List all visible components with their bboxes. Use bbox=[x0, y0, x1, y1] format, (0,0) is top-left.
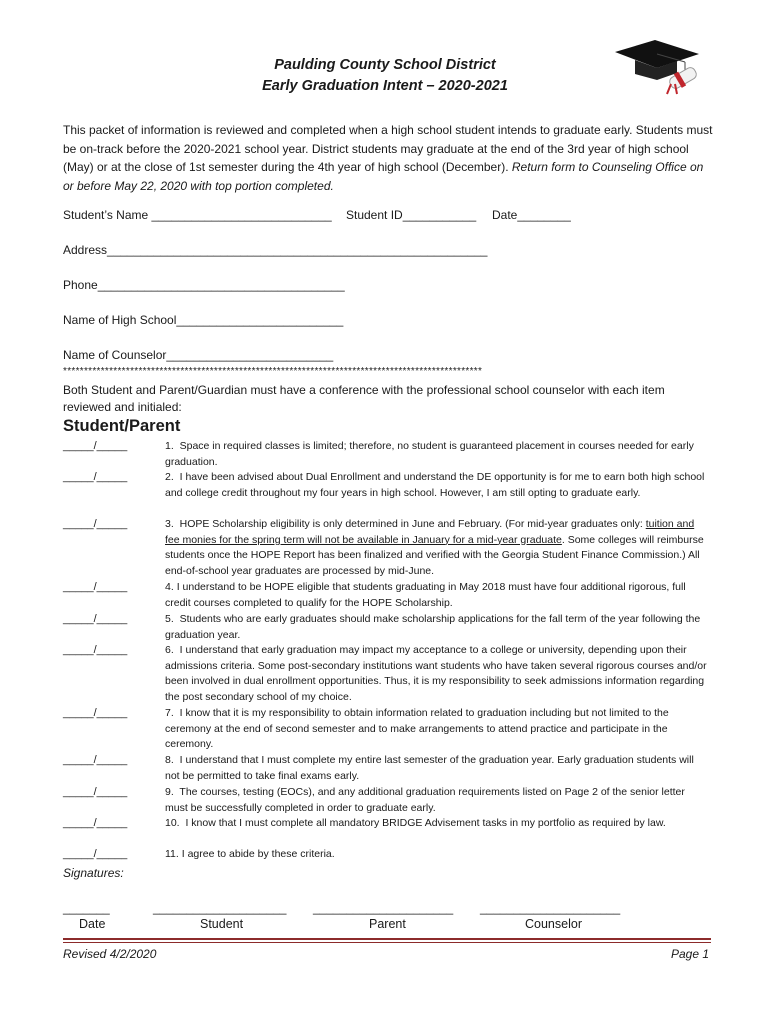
initial-blank[interactable]: _____/_____ bbox=[63, 440, 128, 452]
student-caption: Student bbox=[200, 917, 244, 931]
list-item bbox=[165, 612, 710, 643]
item-number: 5. bbox=[165, 613, 174, 625]
initial-blank[interactable]: _____/_____ bbox=[63, 518, 128, 530]
separator-line: **************************************************************************************************** bbox=[63, 366, 483, 377]
footer-rule-thin bbox=[63, 942, 711, 943]
intro-text: This packet of information is reviewed and completed when a high school student intends to graduate early. Students must be on-track before the 2020-2021 school year. District students may graduate at the end of the 3rd year of high school (May) or at the close of 1st semester during the 4th year of high school (December). bbox=[63, 123, 713, 174]
item-text: HOPE Scholarship eligibility is only determined in June and February. (For mid-year graduates only: bbox=[179, 518, 646, 530]
conference-instructions: Both Student and Parent/Guardian must have a conference with the professional school counselor with each item reviewed and initialed: bbox=[63, 383, 665, 414]
item-number: 11. bbox=[165, 848, 179, 860]
initial-blank[interactable]: _____/_____ bbox=[63, 644, 128, 656]
item-number: 8. bbox=[165, 754, 174, 766]
student-id-field[interactable]: Student ID___________ bbox=[346, 208, 477, 222]
item-text: I have been advised about Dual Enrollment and understand the DE opportunity is for me to earn both high school and college credit throughout my four years in high school. However, I am still opting to graduate early. bbox=[165, 471, 705, 499]
list-item bbox=[165, 580, 710, 611]
initial-blank[interactable]: _____/_____ bbox=[63, 754, 128, 766]
section-heading: Student/Parent bbox=[63, 417, 181, 435]
high-school-field[interactable]: Name of High School_________________________ bbox=[63, 313, 344, 327]
initial-blank[interactable]: _____/_____ bbox=[63, 581, 128, 593]
footer-rule bbox=[63, 938, 711, 940]
student-signature-line[interactable]: ____________________ bbox=[153, 901, 287, 915]
initial-blank[interactable]: _____/_____ bbox=[63, 786, 128, 798]
item-text: I understand to be HOPE eligible that students graduating in May 2018 must have four additional rigorous, full credit courses completed to qualify for the HOPE Scholarship. bbox=[165, 581, 686, 609]
list-item bbox=[165, 439, 710, 470]
initial-blank[interactable]: _____/_____ bbox=[63, 613, 128, 625]
intro-paragraph bbox=[63, 121, 713, 195]
address-field[interactable]: Address_________________________________________________________ bbox=[63, 243, 488, 257]
page-number: Page 1 bbox=[671, 947, 710, 961]
signatures-label: Signatures: bbox=[63, 866, 124, 880]
date-field[interactable]: Date________ bbox=[492, 208, 571, 222]
list-item bbox=[165, 785, 710, 816]
list-item bbox=[165, 816, 710, 832]
counselor-field[interactable]: Name of Counselor_________________________ bbox=[63, 348, 334, 362]
item-text-continued: . Some colleges will reimburse students once the HOPE Report has been finalized and verified with the Georgia Student Finance Commission.) All end-of-school year graduates are processed by mid-June. bbox=[165, 533, 704, 577]
form-title: Early Graduation Intent – 2020-2021 bbox=[262, 78, 508, 94]
list-item bbox=[165, 643, 710, 705]
item-number: 7. bbox=[165, 707, 174, 719]
item-number: 3. bbox=[165, 518, 174, 530]
list-item bbox=[165, 470, 710, 501]
item-text: I agree to abide by these criteria. bbox=[181, 848, 335, 860]
item-text: I understand that early graduation may impact my acceptance to a college or university, depending upon their admissions criteria. Some post-secondary institutions want students who have taken several rigorous courses and/or been involved in dual enrollment opportunities. Thus, it is my responsibility to seek admissions information regarding the post secondary school of my choice. bbox=[165, 644, 707, 703]
item-number: 10. bbox=[165, 817, 180, 829]
list-item bbox=[165, 517, 710, 579]
date-caption: Date bbox=[79, 917, 106, 931]
item-text: I understand that I must complete my entire last semester of the graduation year. Early graduation students will not be permitted to take final exams early. bbox=[165, 754, 694, 782]
list-item bbox=[165, 706, 710, 753]
student-name-field[interactable]: Student’s Name ___________________________ bbox=[63, 208, 332, 222]
item-text: The courses, testing (EOCs), and any additional graduation requirements listed on Page 2 of the senior letter must be successfully completed in order to graduate early. bbox=[165, 786, 685, 814]
phone-field[interactable]: Phone_____________________________________ bbox=[63, 278, 345, 292]
district-title: Paulding County School District bbox=[274, 57, 496, 73]
graduation-cap-icon bbox=[611, 38, 703, 96]
item-underlined-text: tuition and fee monies for the spring term will not be available in January for a mid-year graduate bbox=[165, 518, 695, 546]
parent-caption: Parent bbox=[369, 917, 406, 931]
item-text: Space in required classes is limited; therefore, no student is guaranteed placement in courses needed for early graduation. bbox=[165, 440, 694, 468]
item-number: 6. bbox=[165, 644, 174, 656]
initial-blank[interactable]: _____/_____ bbox=[63, 471, 128, 483]
initial-blank[interactable]: _____/_____ bbox=[63, 817, 128, 829]
item-text: I know that it is my responsibility to obtain information related to graduation including but not limited to the ceremony at the end of second semester and to make arrangements to attend practice and participate in the ceremony. bbox=[165, 707, 669, 751]
item-number: 9. bbox=[165, 786, 174, 798]
counselor-caption: Counselor bbox=[525, 917, 582, 931]
item-number: 2. bbox=[165, 471, 174, 483]
list-item bbox=[165, 847, 710, 863]
counselor-signature-line[interactable]: _____________________ bbox=[480, 901, 621, 915]
intro-deadline: Return form to Counseling Office on or before May 22, 2020 with top portion completed. bbox=[63, 160, 704, 193]
date-signature-line[interactable]: _______ bbox=[63, 901, 110, 915]
parent-signature-line[interactable]: _____________________ bbox=[313, 901, 454, 915]
item-text: I know that I must complete all mandatory BRIDGE Advisement tasks in my portfolio as required by law. bbox=[185, 817, 666, 829]
revised-date: Revised 4/2/2020 bbox=[63, 947, 157, 961]
item-number: 4. bbox=[165, 581, 174, 593]
initial-blank[interactable]: _____/_____ bbox=[63, 848, 128, 860]
list-item bbox=[165, 753, 710, 784]
item-number: 1. bbox=[165, 440, 174, 452]
initial-blank[interactable]: _____/_____ bbox=[63, 707, 128, 719]
item-text: Students who are early graduates should make scholarship applications for the fall term of the year following the graduation year. bbox=[165, 613, 701, 641]
